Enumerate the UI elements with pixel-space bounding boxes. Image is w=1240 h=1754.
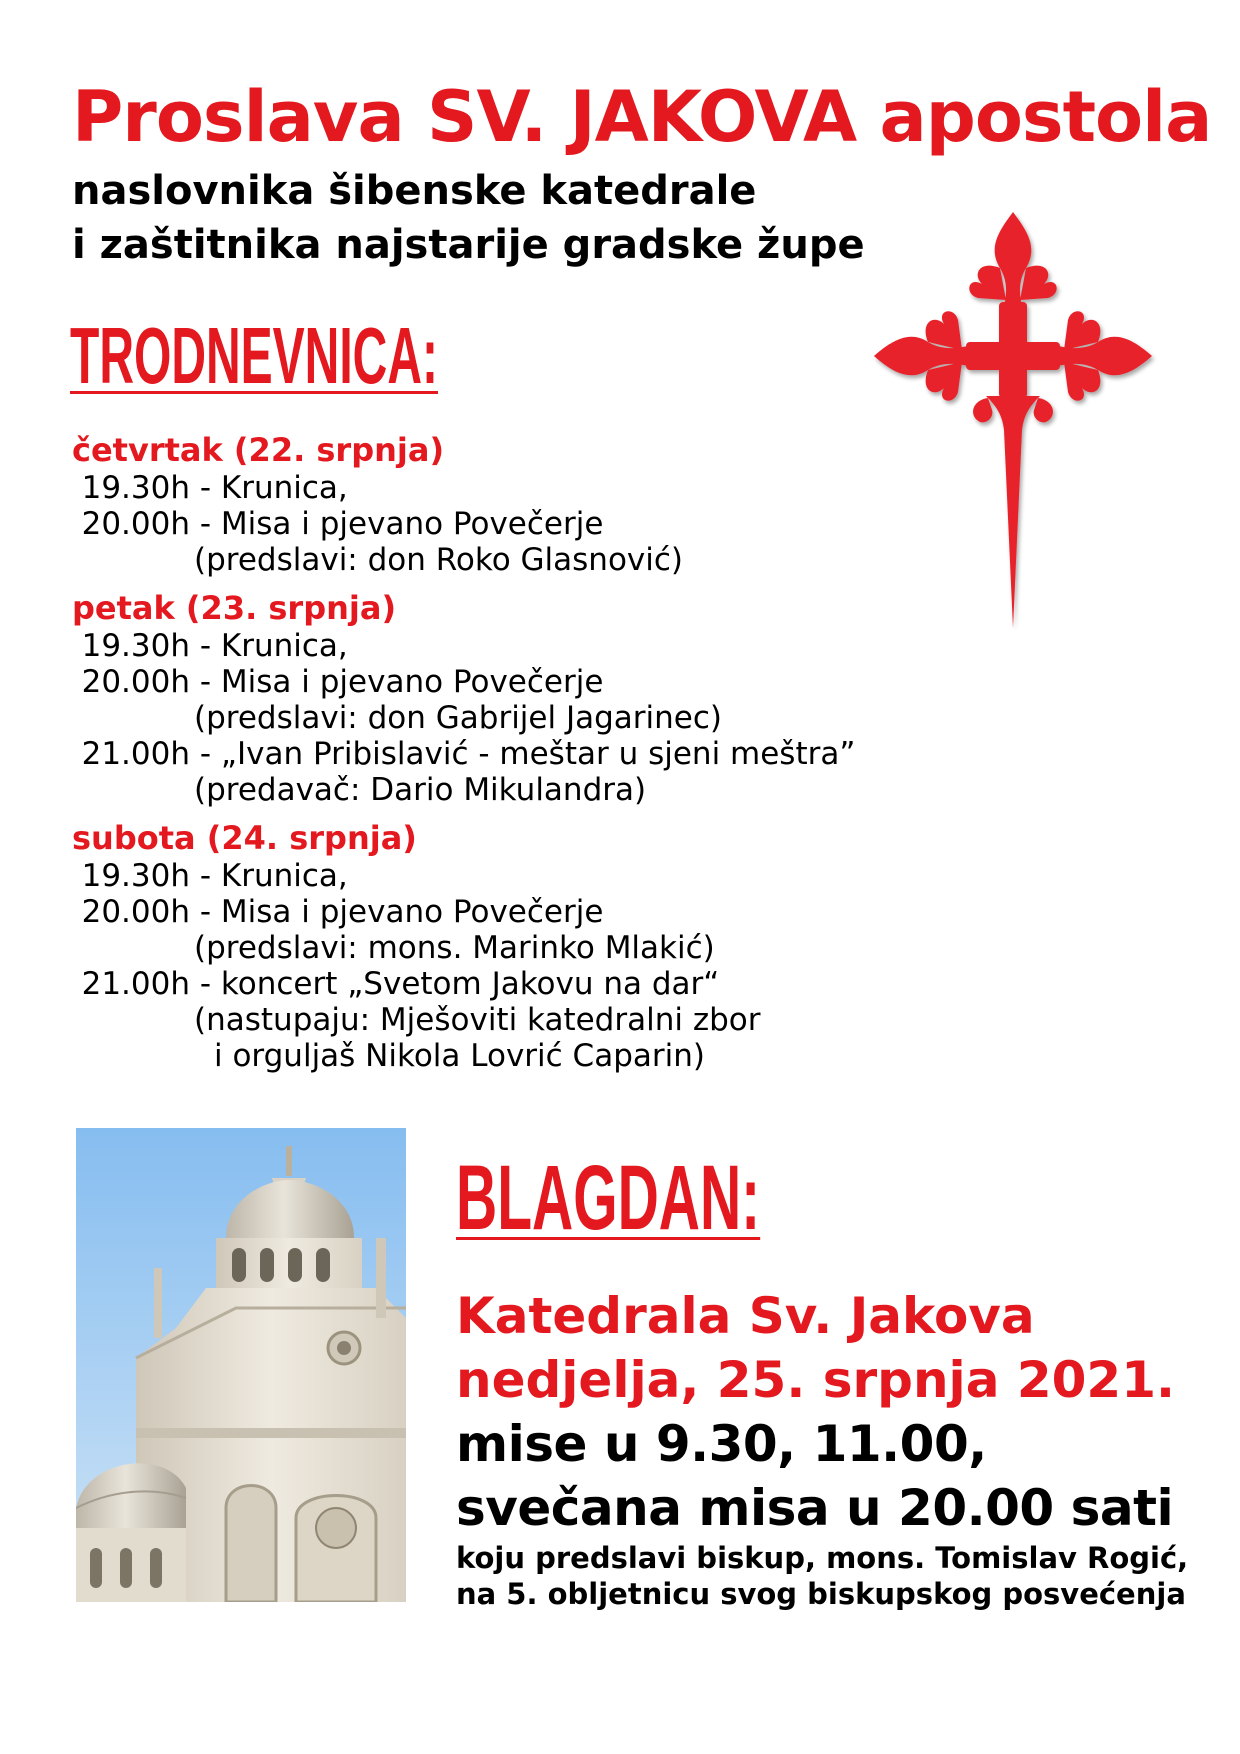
feast-note-line-2: na 5. obljetnicu svog biskupskog posvećenja	[456, 1577, 1186, 1611]
trodnevnica-schedule	[72, 430, 856, 1074]
schedule-line: 20.00h - Misa i pjevano Povečerje	[72, 894, 832, 930]
day-heading-friday: petak (23. srpnja)	[72, 589, 397, 627]
schedule-note: i orguljaš Nikola Lovrić Caparin)	[214, 1038, 705, 1074]
schedule-note: (predavač: Dario Mikulandra)	[194, 772, 647, 808]
page-title: Proslava SV. JAKOVA apostola	[72, 76, 1212, 158]
schedule-time: 20.00h	[81, 894, 190, 930]
schedule-line: 19.30h - Krunica,	[72, 858, 832, 894]
schedule-line: 20.00h - Misa i pjevano Povečerje	[72, 506, 832, 542]
schedule-text: Misa i pjevano Povečerje	[220, 506, 604, 542]
day-heading-saturday: subota (24. srpnja)	[72, 819, 417, 857]
schedule-line: 21.00h - koncert „Svetom Jakovu na dar“	[72, 966, 832, 1002]
feast-masses: mise u 9.30, 11.00,	[456, 1415, 987, 1473]
schedule-text: Krunica,	[220, 628, 348, 664]
subtitle-line-2: i zaštitnika najstarije gradske župe	[72, 222, 865, 268]
schedule-time: 19.30h	[81, 628, 190, 664]
feast-note-line-1: koju predslavi biskup, mons. Tomislav Rogić,	[456, 1541, 1189, 1575]
schedule-text: Misa i pjevano Povečerje	[220, 664, 604, 700]
day-heading-thursday: četvrtak (22. srpnja)	[72, 431, 445, 469]
schedule-line: 21.00h - „Ivan Pribislavić - meštar u sjeni meštra”	[72, 736, 832, 772]
schedule-line: 19.30h - Krunica,	[72, 628, 832, 664]
subtitle-line-1: naslovnika šibenske katedrale	[72, 168, 757, 214]
schedule-text: Misa i pjevano Povečerje	[220, 894, 604, 930]
feast-date: nedjelja, 25. srpnja 2021.	[456, 1351, 1175, 1409]
schedule-note: (predslavi: don Gabrijel Jagarinec)	[194, 700, 722, 736]
schedule-text: koncert „Svetom Jakovu na dar“	[220, 966, 720, 1002]
red-cross-of-saint-james-icon	[868, 210, 1158, 630]
schedule-note: (predslavi: don Roko Glasnović)	[194, 542, 684, 578]
page-subtitle	[72, 164, 865, 272]
schedule-time: 19.30h	[81, 470, 190, 506]
schedule-text: Krunica,	[220, 858, 348, 894]
schedule-note: (nastupaju: Mješoviti katedralni zbor	[194, 1002, 761, 1038]
feast-place: Katedrala Sv. Jakova	[456, 1287, 1035, 1345]
schedule-text: Krunica,	[220, 470, 348, 506]
schedule-time: 21.00h	[81, 966, 190, 1002]
schedule-line: 20.00h - Misa i pjevano Povečerje	[72, 664, 832, 700]
trodnevnica-heading: TRODNEVNICA:	[70, 311, 438, 400]
schedule-text: „Ivan Pribislavić - meštar u sjeni meštra”	[220, 736, 856, 772]
schedule-time: 20.00h	[81, 664, 190, 700]
schedule-note: (predslavi: mons. Marinko Mlakić)	[194, 930, 715, 966]
schedule-line: 19.30h - Krunica,	[72, 470, 832, 506]
schedule-time: 20.00h	[81, 506, 190, 542]
feast-solemn-mass: svečana misa u 20.00 sati	[456, 1479, 1174, 1537]
blagdan-heading: BLAGDAN:	[456, 1147, 761, 1249]
feast-details	[456, 1284, 1188, 1612]
schedule-time: 21.00h	[81, 736, 190, 772]
sibenik-cathedral-photo	[76, 1128, 406, 1602]
schedule-time: 19.30h	[81, 858, 190, 894]
